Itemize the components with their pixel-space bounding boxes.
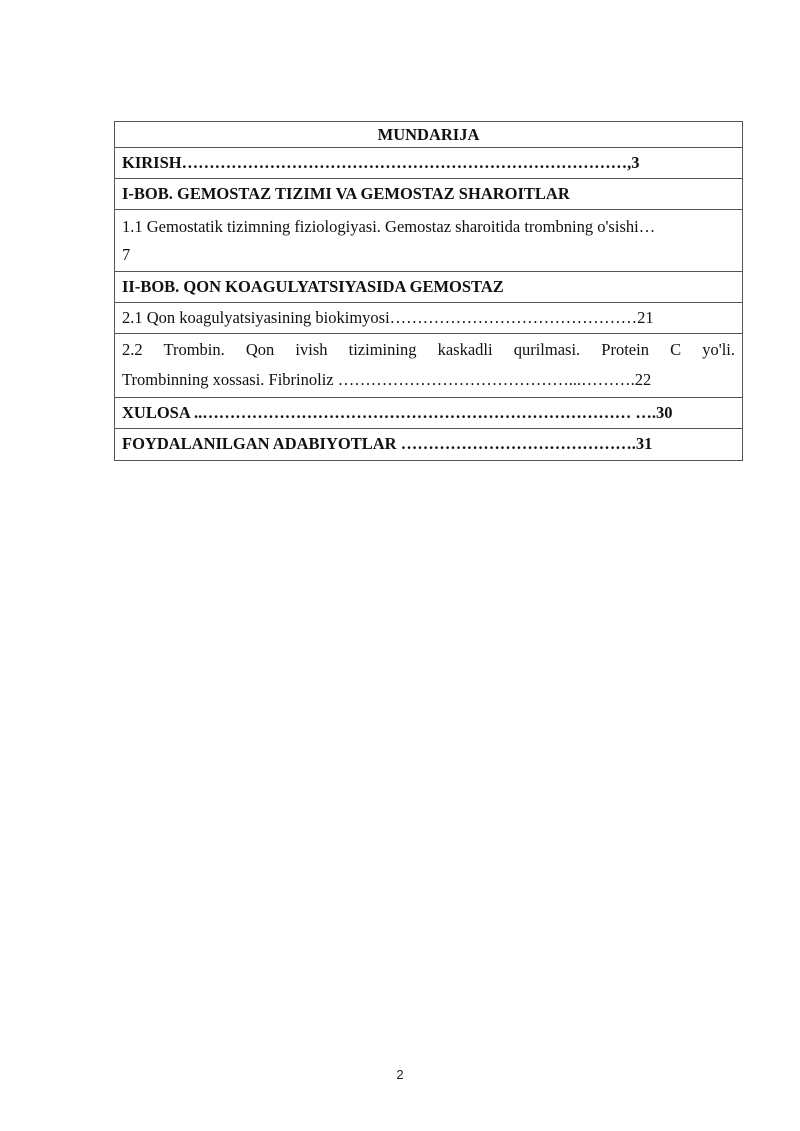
toc-entry-xulosa: XULOSA ..…………………………………………………………………… ….30 — [115, 398, 742, 429]
toc-entry-line: Trombinning xossasi. Fibrinoliz ……………………………………...……….22 — [122, 370, 652, 389]
toc-entry-line: 1.1 Gemostatik tizimning fiziologiyasi. Gemostaz sharoitida trombning o'sishi… — [122, 217, 656, 236]
toc-entry-bibliography: FOYDALANILGAN ADABIYOTLAR …………………………………….31 — [122, 434, 653, 453]
toc-entry-section-1-1 — [115, 210, 742, 272]
toc-entry-section-2-1: 2.1 Qon koagulyatsiyasining biokimyosi………………………………………21 — [115, 303, 742, 334]
toc-entry-section-2-2 — [115, 334, 742, 398]
toc-entry-chapter-1: I-BOB. GEMOSTAZ TIZIMI VA GEMOSTAZ SHAROITLAR — [115, 179, 742, 210]
table-of-contents — [114, 121, 743, 461]
toc-entry-chapter-2: II-BOB. QON KOAGULYATSIYASIDA GEMOSTAZ — [115, 272, 742, 303]
page-number: 2 — [396, 1067, 404, 1082]
toc-entry-kirish: KIRISH………………………………………………………………………,3 — [115, 148, 742, 179]
toc-entry-line: 7 — [122, 245, 131, 264]
toc-heading: MUNDARIJA — [115, 122, 742, 148]
toc-entry-line: 2.2 Trombin. Qon ivish tizimining kaskadli qurilmasi. Protein C yo'li. — [122, 340, 735, 359]
